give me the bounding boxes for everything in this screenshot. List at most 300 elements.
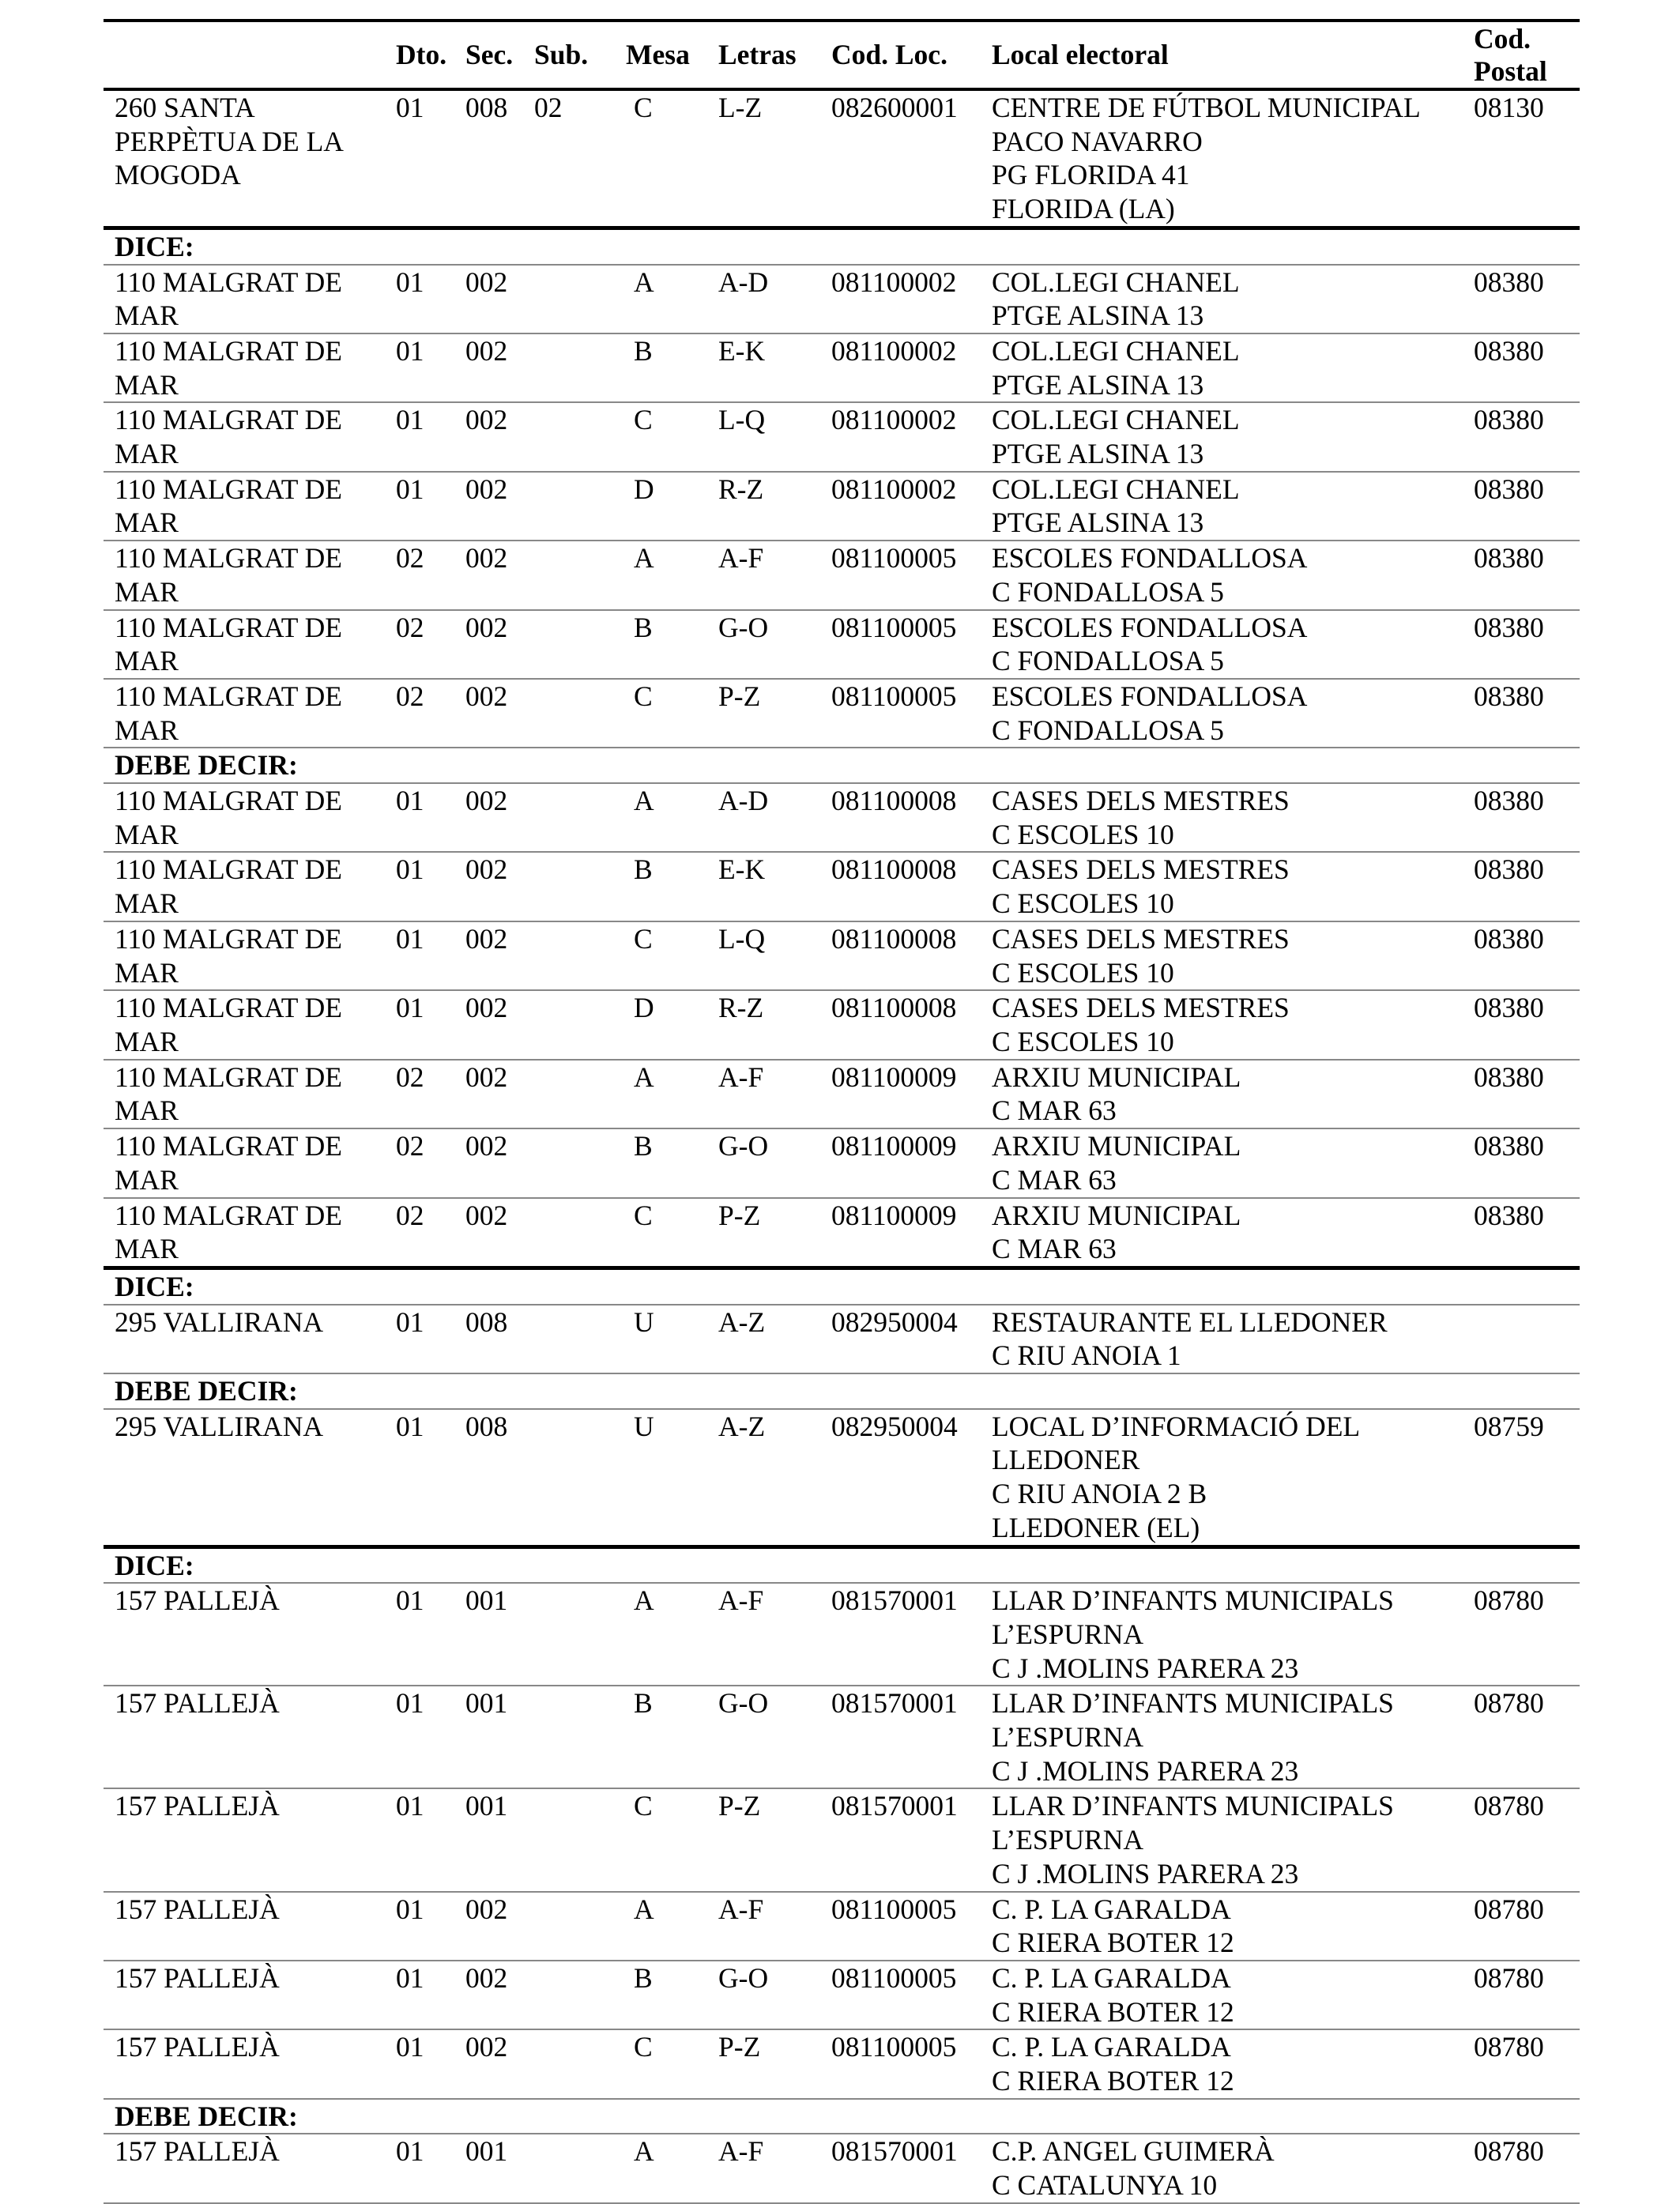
local-electoral-cell [981, 1961, 1463, 2029]
mesa-cell: B [615, 333, 707, 402]
sub-cell [523, 1892, 615, 1961]
letras-cell: G-O [707, 1128, 820, 1197]
sec-cell: 002 [454, 265, 523, 333]
sec-cell: 002 [454, 679, 523, 748]
cod-loc-cell: 081100002 [820, 265, 981, 333]
sub-cell [523, 333, 615, 402]
cod-postal-cell: 08780 [1463, 1892, 1580, 1961]
sec-cell: 002 [454, 783, 523, 852]
section-label: DEBE DECIR: [104, 748, 1580, 783]
local-address-line: C RIERA BOTER 12 [992, 1927, 1234, 1959]
dto-cell: 02 [385, 610, 454, 679]
mesa-cell: A [615, 1583, 707, 1686]
table-row [104, 333, 1580, 402]
letras-cell: P-Z [707, 2029, 820, 2098]
local-electoral-cell [981, 472, 1463, 541]
local-electoral-cell [981, 921, 1463, 990]
dto-cell: 02 [385, 541, 454, 609]
municipio-cell: 110 MALGRAT DE MAR [104, 1198, 385, 1268]
local-address-line: C FONDALLOSA 5 [992, 714, 1224, 746]
cod-postal-cell: 08780 [1463, 2134, 1580, 2202]
sec-cell: 002 [454, 921, 523, 990]
local-address-line: LOCAL D’INFORMACIÓ DEL [992, 1410, 1361, 1442]
municipio-cell: 157 PALLEJÀ [104, 1686, 385, 1788]
header-sec: Sec. [465, 39, 514, 71]
cod-postal-cell: 08380 [1463, 921, 1580, 990]
local-electoral-cell [981, 2029, 1463, 2098]
local-address-line: ARXIU MUNICIPAL [992, 1061, 1241, 1093]
local-address-line: C ESCOLES 10 [992, 887, 1174, 920]
sub-cell [523, 1305, 615, 1373]
letras-cell: A-F [707, 541, 820, 609]
local-electoral-cell [981, 1409, 1463, 1547]
section-label: DICE: [104, 1268, 1580, 1304]
letras-cell: P-Z [707, 679, 820, 748]
header-municipio [104, 21, 385, 89]
mesa-cell: C [615, 921, 707, 990]
cod-postal-cell: 08380 [1463, 265, 1580, 333]
table-row [104, 1128, 1580, 1197]
sub-cell [523, 1583, 615, 1686]
municipio-cell: 157 PALLEJÀ [104, 1788, 385, 1891]
local-electoral-cell [981, 89, 1463, 228]
local-address-line: C MAR 63 [992, 1163, 1117, 1196]
local-address-line: C FONDALLOSA 5 [992, 575, 1224, 608]
sub-cell [523, 921, 615, 990]
sub-cell [523, 852, 615, 921]
municipio-cell: 110 MALGRAT DE MAR [104, 783, 385, 852]
table-row [104, 1583, 1580, 1686]
local-electoral-cell [981, 1060, 1463, 1128]
local-address-line: LLAR D’INFANTS MUNICIPALS [992, 1790, 1394, 1822]
cod-postal-cell: 08380 [1463, 1060, 1580, 1128]
cod-postal-cell: 08780 [1463, 1686, 1580, 1788]
municipio-cell: 295 VALLIRANA [104, 1305, 385, 1373]
table-row [104, 2029, 1580, 2098]
sec-cell: 002 [454, 1892, 523, 1961]
municipio-cell: 260 SANTA PERPÈTUA DE LA MOGODA [104, 89, 385, 228]
table-row [104, 1686, 1580, 1788]
municipio-cell: 157 PALLEJÀ [104, 1583, 385, 1686]
local-address-line: PTGE ALSINA 13 [992, 300, 1204, 332]
local-address-line: LLEDONER (EL) [992, 1511, 1200, 1543]
local-address-line: C J .MOLINS PARERA 23 [992, 1857, 1299, 1889]
mesa-cell: C [615, 679, 707, 748]
cod-loc-cell: 081100005 [820, 610, 981, 679]
cod-postal-cell: 08780 [1463, 2029, 1580, 2098]
municipio-cell: 110 MALGRAT DE MAR [104, 610, 385, 679]
sub-cell [523, 1788, 615, 1891]
local-address-line: C J .MOLINS PARERA 23 [992, 1754, 1299, 1787]
table-row [104, 472, 1580, 541]
table-row [104, 402, 1580, 471]
mesa-cell: A [615, 2134, 707, 2202]
cod-loc-cell: 081100002 [820, 402, 981, 471]
letras-cell: L-Z [707, 89, 820, 228]
table-row [104, 1788, 1580, 1891]
sec-cell: 002 [454, 541, 523, 609]
cod-loc-cell: 082600001 [820, 89, 981, 228]
letras-cell: G-O [707, 610, 820, 679]
dto-cell: 01 [385, 783, 454, 852]
table-row [104, 541, 1580, 609]
sec-cell: 002 [454, 990, 523, 1059]
section-label-dice [104, 1268, 1580, 1304]
local-address-line: C RIERA BOTER 12 [992, 1995, 1234, 2028]
letras-cell: L-Q [707, 921, 820, 990]
mesa-cell: A [615, 783, 707, 852]
local-address-line: PTGE ALSINA 13 [992, 438, 1204, 470]
local-electoral-cell [981, 402, 1463, 471]
municipio-cell: 110 MALGRAT DE MAR [104, 679, 385, 748]
letras-cell: A-F [707, 1892, 820, 1961]
local-electoral-cell [981, 1686, 1463, 1788]
section-label: DICE: [104, 1547, 1580, 1583]
sec-cell: 002 [454, 610, 523, 679]
cod-loc-cell: 081100008 [820, 852, 981, 921]
cod-postal-cell: 08380 [1463, 679, 1580, 748]
table-row [104, 1961, 1580, 2029]
mesa-cell: A [615, 1892, 707, 1961]
sec-cell: 002 [454, 333, 523, 402]
sec-cell: 002 [454, 852, 523, 921]
section-label-dice [104, 228, 1580, 264]
local-electoral-cell [981, 1198, 1463, 1268]
local-address-line: CENTRE DE FÚTBOL MUNICIPAL [992, 92, 1421, 123]
local-address-line: C.P. ANGEL GUIMERÀ [992, 2135, 1275, 2168]
dto-cell: 02 [385, 679, 454, 748]
cod-postal-cell: 08780 [1463, 1583, 1580, 1686]
local-electoral-cell [981, 541, 1463, 609]
municipio-cell: 157 PALLEJÀ [104, 2134, 385, 2202]
sub-cell [523, 2029, 615, 2098]
municipio-cell: 110 MALGRAT DE MAR [104, 472, 385, 541]
cod-loc-cell: 081100005 [820, 2029, 981, 2098]
local-address-line: C RIU ANOIA 1 [992, 1339, 1181, 1372]
dto-cell: 01 [385, 990, 454, 1059]
municipio-cell: 157 PALLEJÀ [104, 2029, 385, 2098]
sec-cell: 001 [454, 1788, 523, 1891]
header-cod-postal-line1: Cod. [1474, 22, 1531, 55]
table-row [104, 2134, 1580, 2202]
mesa-cell: B [615, 1128, 707, 1197]
letras-cell: E-K [707, 852, 820, 921]
cod-loc-cell: 081100008 [820, 783, 981, 852]
cod-loc-cell: 081100009 [820, 1128, 981, 1197]
letras-cell: A-F [707, 2134, 820, 2202]
cod-loc-cell: 081100009 [820, 1060, 981, 1128]
table-row [104, 679, 1580, 748]
municipio-cell: 110 MALGRAT DE MAR [104, 990, 385, 1059]
sec-cell: 002 [454, 1128, 523, 1197]
header-dto: Dto. [396, 39, 447, 71]
cod-loc-cell: 081100005 [820, 1961, 981, 2029]
local-address-line: COL.LEGI CHANEL [992, 473, 1240, 505]
sub-cell [523, 265, 615, 333]
local-address-line: C MAR 63 [992, 1094, 1117, 1127]
cod-postal-cell: 08130 [1463, 89, 1580, 228]
local-address-line: LLAR D’INFANTS MUNICIPALS [992, 1687, 1394, 1720]
mesa-cell: C [615, 89, 707, 228]
dto-cell: 01 [385, 1305, 454, 1373]
sub-cell [523, 472, 615, 541]
table-row [104, 89, 1580, 228]
municipio-cell: 110 MALGRAT DE MAR [104, 333, 385, 402]
local-address-line: C. P. LA GARALDA [992, 1961, 1231, 1994]
mesa-cell: D [615, 990, 707, 1059]
dto-cell: 01 [385, 1686, 454, 1788]
local-address-line: C CATALUNYA 10 [992, 2169, 1218, 2202]
sec-cell: 001 [454, 1686, 523, 1788]
header-cod-loc: Cod. Loc. [831, 39, 947, 71]
local-electoral-cell [981, 333, 1463, 402]
dto-cell: 01 [385, 89, 454, 228]
letras-cell: R-Z [707, 472, 820, 541]
section-label-debe-decir [104, 2099, 1580, 2134]
local-address-line: ARXIU MUNICIPAL [992, 1130, 1241, 1162]
electoral-table [104, 19, 1580, 2204]
dto-cell: 01 [385, 265, 454, 333]
cod-postal-cell: 08780 [1463, 1788, 1580, 1891]
local-electoral-cell [981, 679, 1463, 748]
section-label-debe-decir [104, 1373, 1580, 1409]
local-address-line: CASES DELS MESTRES [992, 853, 1290, 886]
cod-loc-cell: 081570001 [820, 1583, 981, 1686]
municipio-cell: 295 VALLIRANA [104, 1409, 385, 1547]
sub-cell [523, 783, 615, 852]
local-electoral-cell [981, 265, 1463, 333]
local-address-line: CASES DELS MESTRES [992, 785, 1290, 817]
local-electoral-cell [981, 2134, 1463, 2202]
cod-postal-cell: 08380 [1463, 541, 1580, 609]
local-address-line: COL.LEGI CHANEL [992, 334, 1240, 367]
sec-cell: 002 [454, 2029, 523, 2098]
sub-cell [523, 541, 615, 609]
cod-loc-cell: 081570001 [820, 1686, 981, 1788]
municipio-cell: 157 PALLEJÀ [104, 1961, 385, 2029]
sub-cell [523, 1128, 615, 1197]
sub-cell [523, 1198, 615, 1268]
sec-cell: 008 [454, 1305, 523, 1373]
local-address-line: C ESCOLES 10 [992, 1025, 1174, 1057]
cod-postal-cell: 08380 [1463, 1128, 1580, 1197]
sec-cell: 002 [454, 472, 523, 541]
local-address-line: ESCOLES FONDALLOSA [992, 542, 1308, 575]
local-electoral-cell [981, 990, 1463, 1059]
cod-loc-cell: 081100005 [820, 541, 981, 609]
local-address-line: L’ESPURNA [992, 1618, 1144, 1650]
dto-cell: 01 [385, 2029, 454, 2098]
section-label-debe-decir [104, 748, 1580, 783]
sub-cell [523, 402, 615, 471]
section-label-dice [104, 1547, 1580, 1583]
municipio-cell: 110 MALGRAT DE MAR [104, 402, 385, 471]
table-row [104, 1409, 1580, 1547]
letras-cell: R-Z [707, 990, 820, 1059]
cod-postal-cell: 08380 [1463, 472, 1580, 541]
local-address-line: PG FLORIDA 41 [992, 159, 1190, 191]
mesa-cell: U [615, 1305, 707, 1373]
cod-loc-cell: 081100002 [820, 472, 981, 541]
letras-cell: A-F [707, 1060, 820, 1128]
municipio-cell: 110 MALGRAT DE MAR [104, 1128, 385, 1197]
sub-cell [523, 1060, 615, 1128]
dto-cell: 01 [385, 1961, 454, 2029]
letras-cell: A-Z [707, 1305, 820, 1373]
dto-cell: 01 [385, 2134, 454, 2202]
municipio-cell: 110 MALGRAT DE MAR [104, 265, 385, 333]
mesa-cell: C [615, 1198, 707, 1268]
mesa-cell: B [615, 1686, 707, 1788]
table-row [104, 990, 1580, 1059]
mesa-cell: C [615, 2029, 707, 2098]
sub-cell [523, 610, 615, 679]
sub-cell [523, 2134, 615, 2202]
dto-cell: 02 [385, 1128, 454, 1197]
dto-cell: 01 [385, 472, 454, 541]
dto-cell: 01 [385, 402, 454, 471]
local-electoral-cell [981, 1128, 1463, 1197]
mesa-cell: A [615, 541, 707, 609]
header-local-electoral: Local electoral [992, 39, 1169, 71]
local-address-line: COL.LEGI CHANEL [992, 266, 1240, 298]
dto-cell: 01 [385, 1788, 454, 1891]
header-sub: Sub. [534, 39, 589, 71]
mesa-cell: B [615, 1961, 707, 2029]
sub-cell: 02 [523, 89, 615, 228]
cod-postal-cell: 08759 [1463, 1409, 1580, 1547]
header-cod-postal-line2: Postal [1474, 55, 1547, 87]
local-electoral-cell [981, 1305, 1463, 1373]
local-address-line: LLEDONER [992, 1444, 1140, 1476]
mesa-cell: C [615, 1788, 707, 1891]
table-body [104, 89, 1580, 2203]
local-electoral-cell [981, 783, 1463, 852]
table-row [104, 610, 1580, 679]
dto-cell: 02 [385, 1198, 454, 1268]
table-row [104, 1060, 1580, 1128]
header-mesa: Mesa [626, 39, 690, 71]
table-row [104, 1305, 1580, 1373]
local-address-line: PTGE ALSINA 13 [992, 507, 1204, 539]
letras-cell: A-D [707, 783, 820, 852]
cod-postal-cell [1463, 1305, 1580, 1373]
sec-cell: 002 [454, 1060, 523, 1128]
cod-loc-cell: 081570001 [820, 2134, 981, 2202]
dto-cell: 01 [385, 921, 454, 990]
mesa-cell: B [615, 610, 707, 679]
dto-cell: 01 [385, 852, 454, 921]
local-address-line: C. P. LA GARALDA [992, 1893, 1231, 1925]
sub-cell [523, 990, 615, 1059]
cod-postal-cell: 08380 [1463, 990, 1580, 1059]
local-address-line: COL.LEGI CHANEL [992, 404, 1240, 436]
cod-loc-cell: 081100002 [820, 333, 981, 402]
mesa-cell: B [615, 852, 707, 921]
letras-cell: A-D [707, 265, 820, 333]
mesa-cell: A [615, 265, 707, 333]
local-electoral-cell [981, 1788, 1463, 1891]
cod-loc-cell: 082950004 [820, 1305, 981, 1373]
mesa-cell: U [615, 1409, 707, 1547]
local-address-line: C J .MOLINS PARERA 23 [992, 1652, 1299, 1684]
sub-cell [523, 679, 615, 748]
letras-cell: G-O [707, 1961, 820, 2029]
local-address-line: ESCOLES FONDALLOSA [992, 680, 1308, 712]
local-address-line: C ESCOLES 10 [992, 956, 1174, 989]
local-address-line: PACO NAVARRO [992, 125, 1203, 157]
sub-cell [523, 1961, 615, 2029]
letras-cell: E-K [707, 333, 820, 402]
sec-cell: 002 [454, 1198, 523, 1268]
sec-cell: 008 [454, 1409, 523, 1547]
municipio-cell: 110 MALGRAT DE MAR [104, 852, 385, 921]
cod-postal-cell: 08380 [1463, 783, 1580, 852]
header-cod-postal [1463, 21, 1580, 89]
local-address-line: C FONDALLOSA 5 [992, 645, 1224, 677]
cod-loc-cell: 081570001 [820, 1788, 981, 1891]
local-electoral-cell [981, 1583, 1463, 1686]
local-address-line: RESTAURANTE EL LLEDONER [992, 1305, 1388, 1338]
cod-loc-cell: 081100009 [820, 1198, 981, 1268]
cod-loc-cell: 081100005 [820, 679, 981, 748]
dto-cell: 01 [385, 1583, 454, 1686]
cod-loc-cell: 082950004 [820, 1409, 981, 1547]
table-row [104, 1892, 1580, 1961]
header-letras: Letras [718, 39, 797, 71]
local-address-line: C MAR 63 [992, 1233, 1117, 1265]
cod-postal-cell: 08380 [1463, 610, 1580, 679]
letras-cell: A-F [707, 1583, 820, 1686]
table-row [104, 921, 1580, 990]
mesa-cell: C [615, 402, 707, 471]
sec-cell: 002 [454, 1961, 523, 2029]
letras-cell: L-Q [707, 402, 820, 471]
cod-postal-cell: 08380 [1463, 1198, 1580, 1268]
cod-loc-cell: 081100008 [820, 990, 981, 1059]
local-address-line: ESCOLES FONDALLOSA [992, 611, 1308, 643]
dto-cell: 01 [385, 1892, 454, 1961]
table-row [104, 1198, 1580, 1268]
local-address-line: C ESCOLES 10 [992, 818, 1174, 850]
municipio-cell: 110 MALGRAT DE MAR [104, 921, 385, 990]
municipio-cell: 157 PALLEJÀ [104, 1892, 385, 1961]
municipio-cell: 110 MALGRAT DE MAR [104, 541, 385, 609]
dto-cell: 01 [385, 333, 454, 402]
sec-cell: 002 [454, 402, 523, 471]
letras-cell: A-Z [707, 1409, 820, 1547]
sec-cell: 001 [454, 2134, 523, 2202]
letras-cell: P-Z [707, 1788, 820, 1891]
municipio-cell: 110 MALGRAT DE MAR [104, 1060, 385, 1128]
local-electoral-cell [981, 852, 1463, 921]
cod-postal-cell: 08780 [1463, 1961, 1580, 2029]
sub-cell [523, 1409, 615, 1547]
section-label: DICE: [104, 228, 1580, 264]
mesa-cell: A [615, 1060, 707, 1128]
local-address-line: C. P. LA GARALDA [992, 2031, 1231, 2063]
dto-cell: 02 [385, 1060, 454, 1128]
table-header [104, 21, 1580, 89]
cod-postal-cell: 08380 [1463, 402, 1580, 471]
sec-cell: 008 [454, 89, 523, 228]
cod-postal-cell: 08380 [1463, 852, 1580, 921]
table-row [104, 265, 1580, 333]
local-address-line: PTGE ALSINA 13 [992, 368, 1204, 401]
local-electoral-cell [981, 1892, 1463, 1961]
cod-loc-cell: 081100005 [820, 1892, 981, 1961]
table-row [104, 852, 1580, 921]
